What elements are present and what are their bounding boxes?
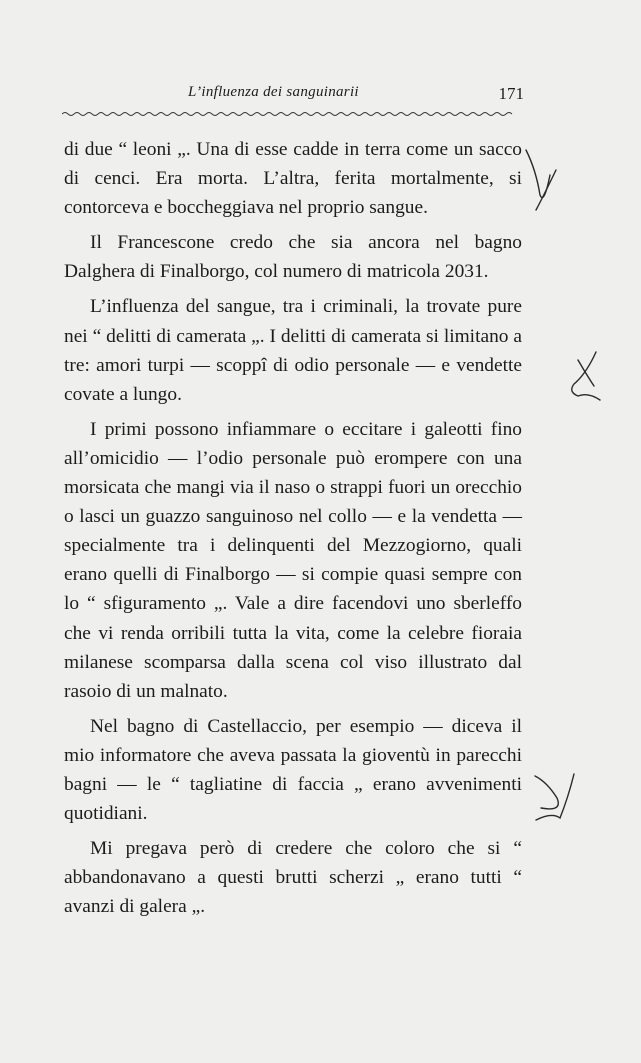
paragraph: Mi pregava però di credere che coloro che si “ abbandonavano a questi brutti scherzi „ erano tutti “ avanzi di galera „. [64,838,522,918]
running-title: L’influenza dei sanguinarii [188,84,359,100]
margin-mark [526,150,556,210]
paragraph: L’influenza del sangue, tra i criminali, la trovate pure nei “ delitti di camerata „. I delitti di camerata si limitano a tre: amori turpi — scoppî di odio personale — e vendette covate a lungo. [64,296,522,405]
paragraph: I primi possono infiammare o eccitare i galeotti fino all’omicidio — l’odio personale può erompere con una morsicata che mangi via il naso o strappi fuori un orecchio o lasci un guazzo sanguinoso nel collo — e la vendetta — specialmente tra i delinquenti del Mezzogiorno, quali erano quelli di Finalborgo — si compie quasi sempre con lo “ sfiguramento „. Vale a dire facendovi uno sberleffo che vi renda orribili tutta la vita, come la celebre fioraia milanese scomparsa dalla scena col viso illustrato dal rasoio di un malnato. [64,418,522,702]
page-number: 171 [498,84,524,103]
paragraph: Nel bagno di Castellaccio, per esempio — diceva il mio informatore che aveva passata la gioventù in parecchi bagni — le “ tagliatine di faccia „ erano avvenimenti quotidiani. [64,715,522,825]
paragraph: di due “ leoni „. Una di esse cadde in terra come un sacco di cenci. Era morta. L’altra, ferita mortalmente, si contorceva e boccheggiava nel proprio sangue. [64,139,522,219]
paragraph: Il Francescone credo che sia ancora nel bagno Dalghera di Finalborgo, col numero di matricola 2031. [64,232,522,283]
margin-mark [572,352,600,400]
margin-mark [535,774,574,820]
